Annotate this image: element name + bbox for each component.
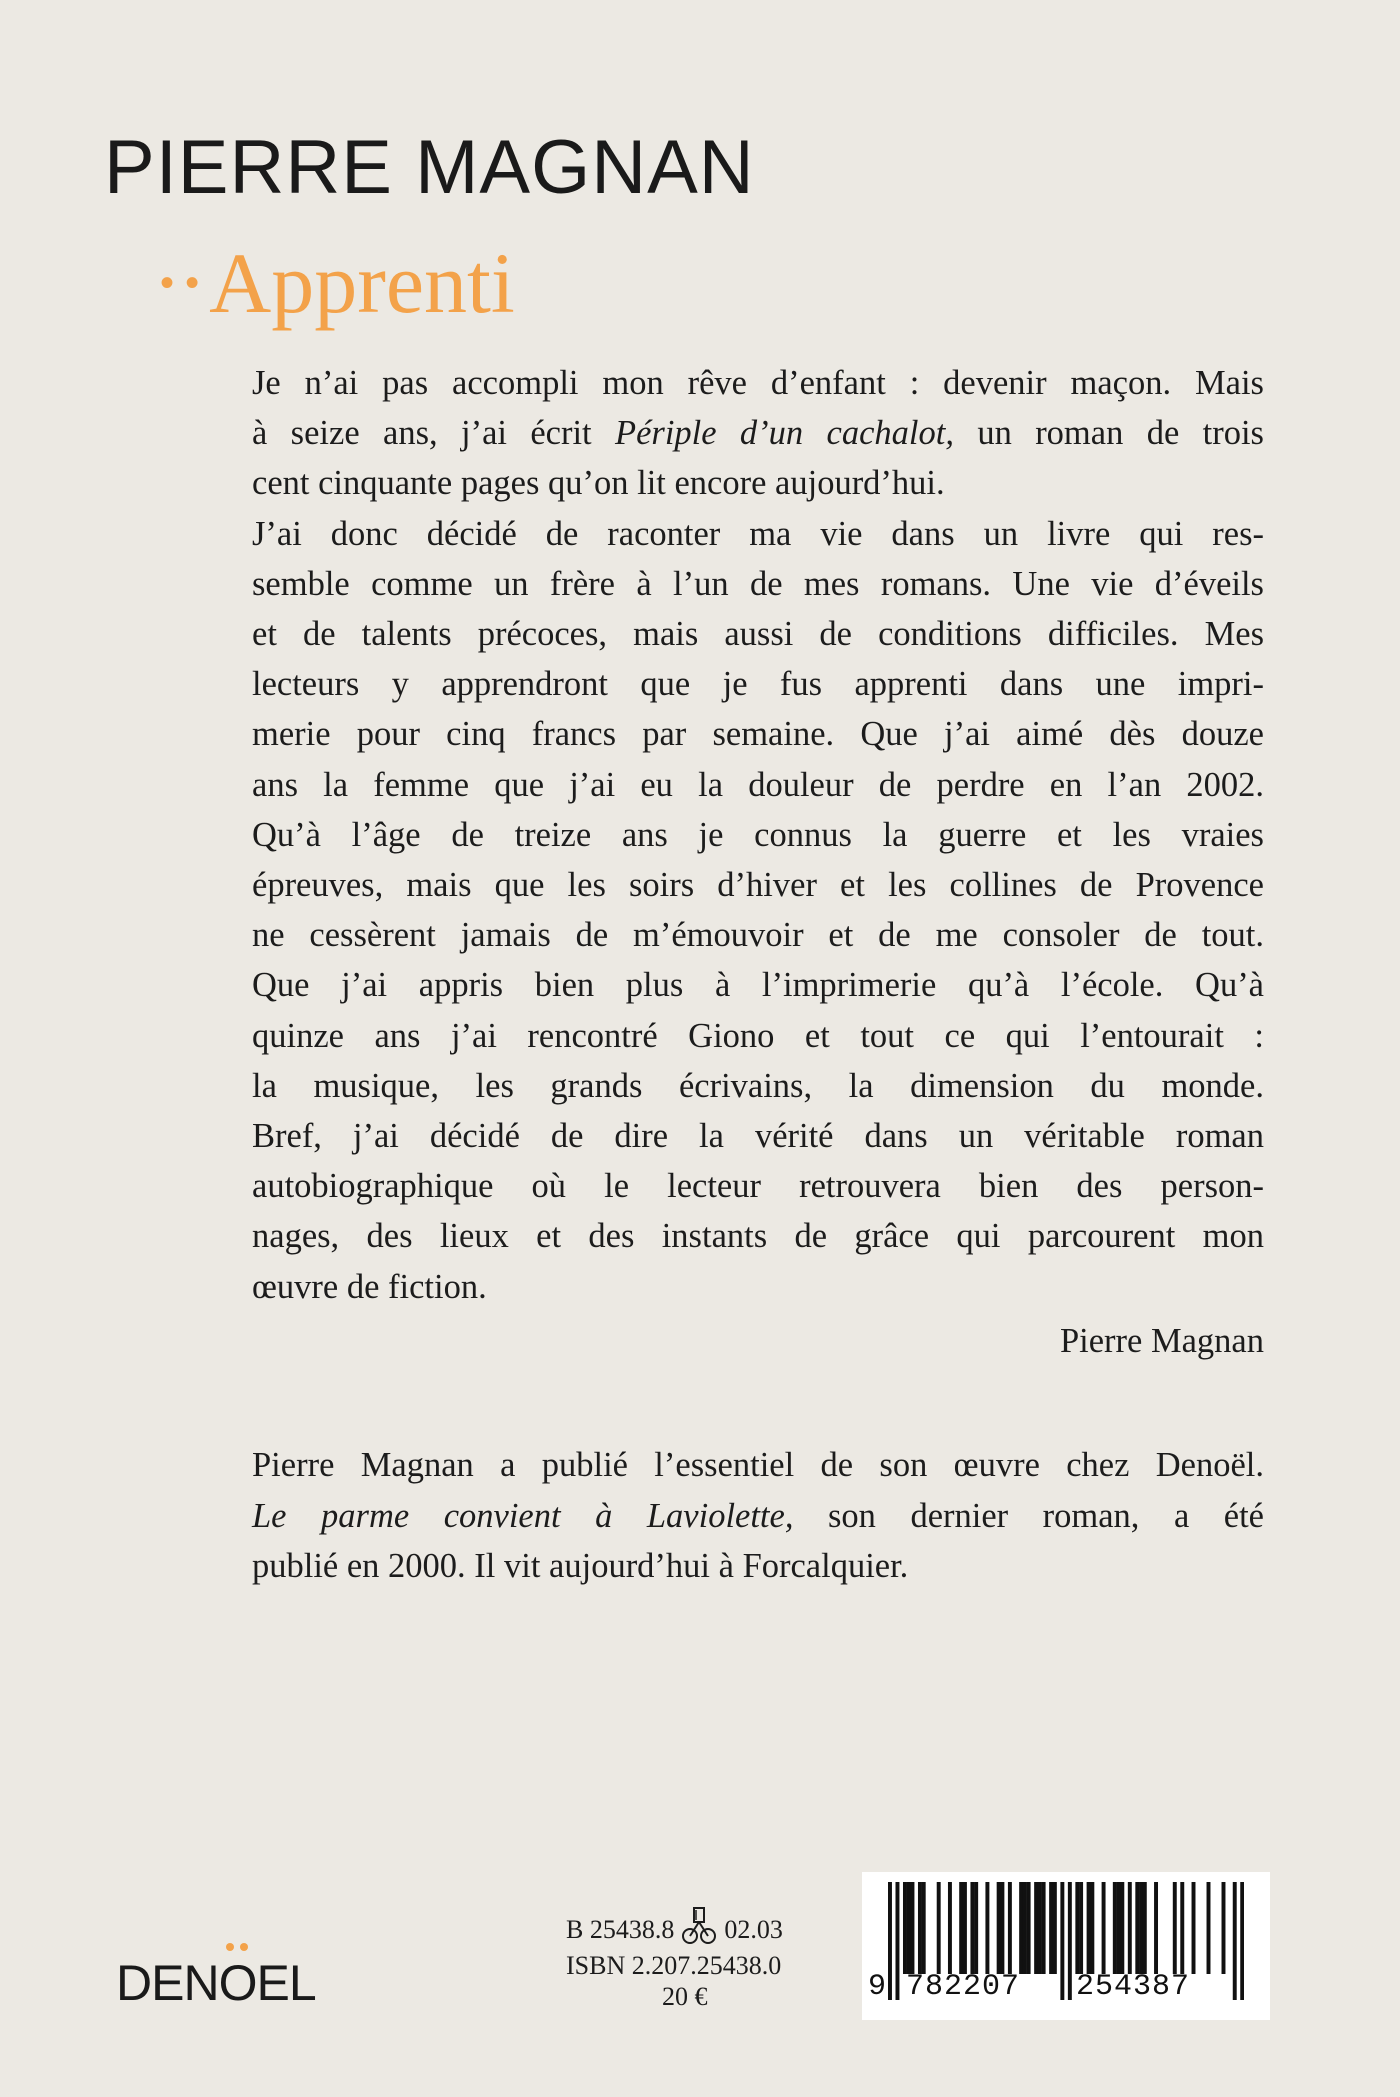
barcode-first-digit: 9 (868, 1970, 887, 2004)
barcode-bar (1000, 1882, 1004, 1974)
blurb-book-reference: Périple d’un cachalot, (615, 414, 954, 453)
barcode-bar (918, 1882, 922, 1974)
bio-book-reference: Le parme convient à Laviolette, (252, 1496, 794, 1535)
barcode-bar (963, 1882, 967, 1974)
barcode-bar (937, 1882, 941, 1974)
blurb-line: œuvre de fiction. (252, 1267, 487, 1306)
barcode-bar (1038, 1882, 1042, 1974)
barcode-bar (1008, 1882, 1012, 1974)
barcode-bar (922, 1882, 926, 1974)
blurb-line: Que j’ai appris bien plus à l’imprimerie qu’à l’école. Qu’à (252, 966, 1264, 1005)
barcode-bar (910, 1882, 914, 1974)
edition-code: 02.03 (724, 1915, 783, 1944)
blurb-line: semble comme un frère à l’un de mes romans. Une vie d’éveils (252, 564, 1264, 603)
blurb-line-text: un roman de trois (953, 414, 1264, 453)
blurb-line: ne cessèrent jamais de m’émouvoir et de me consoler de tout. (252, 916, 1264, 955)
blurb-line: Bref, j’ai décidé de dire la vérité dans un véritable roman (252, 1117, 1264, 1156)
book-title: Apprenti (209, 235, 515, 331)
bio-line-text: son dernier roman, a été (793, 1496, 1264, 1535)
bio-line: publié en 2000. Il vit aujourd’hui à Forcalquier. (252, 1547, 909, 1585)
barcode-bar (1180, 1882, 1184, 1974)
bio-line (252, 1491, 1264, 1542)
blurb-line: Je n’ai pas accompli mon rêve d’enfant : devenir maçon. Mais (252, 364, 1264, 402)
blurb-line: épreuves, mais que les soirs d’hiver et les collines de Provence (252, 866, 1264, 905)
barcode-bar (1034, 1882, 1038, 1974)
barcode-bar (948, 1882, 952, 1974)
book-title-row (160, 235, 515, 331)
price: 20 € (662, 1982, 708, 2011)
blurb-line: ans la femme que j’ai eu la douleur de perdre en l’an 2002. (252, 765, 1264, 804)
barcode-bar (1090, 1882, 1094, 1974)
blurb-line (252, 408, 1264, 458)
publisher-logo-text: DEN (116, 1955, 219, 2011)
barcode-bar (985, 1882, 989, 1974)
barcode-left-group: 782207 (906, 1970, 1021, 2004)
blurb-line: et de talents précoces, mais aussi de conditions difficiles. Mes (252, 615, 1264, 654)
blurb-line: Qu’à l’âge de treize ans je connus la guerre et les vraies (252, 815, 1264, 854)
blurb-line: lecteurs y apprendront que je fus apprenti dans une impri- (252, 665, 1264, 704)
barcode-bar (1075, 1882, 1079, 1974)
publication-info (566, 1906, 783, 2012)
barcode-bar (1154, 1882, 1158, 1974)
blurb-signature: Pierre Magnan (1059, 1322, 1264, 1360)
author-bio (252, 1440, 1264, 1592)
isbn: ISBN 2.207.25438.0 (566, 1951, 782, 1980)
blurb-line-text: à seize ans, j’ai écrit (252, 414, 615, 453)
catalog-reference: B 25438.8 (566, 1915, 675, 1944)
barcode-bar (1173, 1882, 1177, 1974)
barcode-bar (1222, 1882, 1226, 1974)
blurb-line: J’ai donc décidé de raconter ma vie dans un livre qui res- (252, 514, 1264, 553)
publisher-logo-text: EL (256, 1955, 316, 2011)
barcode-bar (970, 1882, 974, 1974)
title-marker-dots: • • (160, 261, 200, 305)
barcode-bar (974, 1882, 978, 1974)
barcode-bar (1143, 1882, 1147, 1974)
blurb-line: autobiographique où le lecteur retrouvera bien des person- (252, 1167, 1264, 1206)
publisher-logo-letter-o: O (218, 1955, 257, 2011)
barcode-bar (1102, 1882, 1106, 1974)
blurb-line: merie pour cinq francs par semaine. Que j’ai aimé dès douze (252, 715, 1264, 754)
barcode-bar (1207, 1882, 1211, 1974)
reference-row (566, 1906, 783, 1950)
barcode-bar (1079, 1882, 1083, 1974)
barcode-bar (1049, 1882, 1053, 1974)
barcode-bar (1128, 1882, 1132, 1974)
barcode-bar (1023, 1882, 1027, 1974)
sodis-logo-icon (680, 1906, 718, 1950)
blurb-text (252, 358, 1264, 1312)
barcode-bar (997, 1882, 1001, 1974)
barcode-bar (959, 1882, 963, 1974)
barcode-bar (1027, 1882, 1031, 1974)
blurb-line: quinze ans j’ai rencontré Giono et tout ce qui l’entourait : (252, 1016, 1264, 1055)
blurb-line: nages, des lieux et des instants de grâce qui parcourent mon (252, 1217, 1264, 1256)
bio-line: Pierre Magnan a publié l’essentiel de son œuvre chez Denoël. (252, 1446, 1264, 1484)
barcode-bar (907, 1882, 911, 1974)
blurb-line: cent cinquante pages qu’on lit encore aujourd’hui. (252, 464, 945, 503)
barcode-bar (1135, 1882, 1139, 1974)
barcode-bar (1042, 1882, 1046, 1974)
barcode-bar (1117, 1882, 1121, 1974)
barcode-right-group: 254387 (1076, 1970, 1191, 2004)
barcode-bar (1120, 1882, 1124, 1974)
barcode-bar (1113, 1882, 1117, 1974)
barcode (862, 1872, 1270, 2020)
barcode-bar (1192, 1882, 1196, 1974)
barcode-bar (1139, 1882, 1143, 1974)
barcode-bar (1087, 1882, 1091, 1974)
barcode-bar (1019, 1882, 1023, 1974)
barcode-bar (1053, 1882, 1057, 1974)
publisher-logo (116, 1955, 316, 2011)
blurb-line: la musique, les grands écrivains, la dimension du monde. (252, 1066, 1264, 1105)
barcode-digits (862, 1970, 1270, 2010)
barcode-bar (903, 1882, 907, 1974)
author-name: PIERRE MAGNAN (104, 125, 755, 210)
